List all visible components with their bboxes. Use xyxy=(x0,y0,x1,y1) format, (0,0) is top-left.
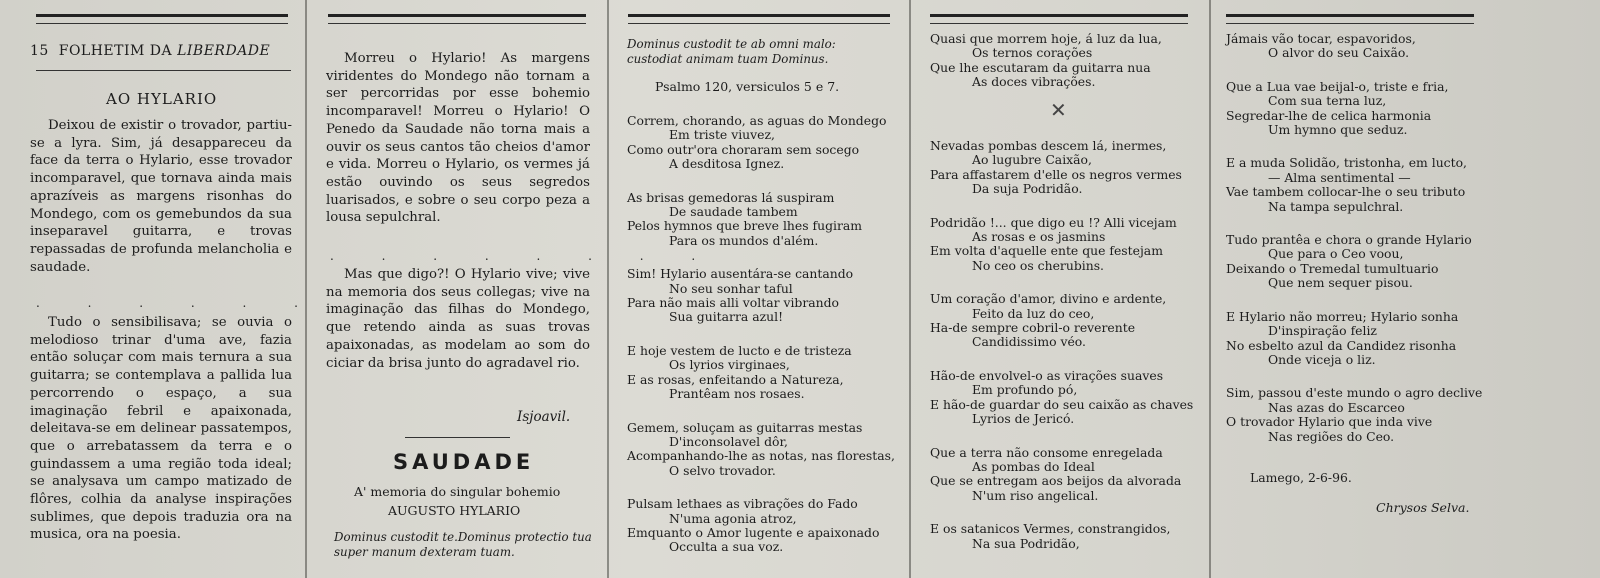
verse-line: Nas azas do Escarceo xyxy=(1268,399,1405,415)
verse-line: De saudade tambem xyxy=(669,204,798,220)
poem-dedicatee: AUGUSTO HYLARIO xyxy=(388,503,521,518)
paragraph: Deixou de existir o trovador, partiu-se a lyra. Sim, já desappareceu da face da terra o Hylario, esse trovador incomparavel, que tornava ainda mais aprazíveis as margens risonhas do Mondego, com os gemebundos da sua inseparavel guitarra, e trovas repassadas de profunda melancholia e saudade. xyxy=(30,118,292,275)
cross-ornament-icon: ✕ xyxy=(1050,98,1067,122)
author-signature: Isjoavil. xyxy=(517,409,571,425)
stanza xyxy=(1226,233,1486,291)
psalm-reference: Psalmo 120, versiculos 5 e 7. xyxy=(655,79,840,94)
top-rule xyxy=(930,14,1188,24)
epigraph-line: custodiat animam tuam Dominus. xyxy=(627,52,829,66)
verse-line: Que a Lua vae beijal-o, triste e fria, xyxy=(1226,78,1449,94)
paragraph: Morreu o Hylario! As margens viridentes do Mondego não tornam a ser percorridas por esse bohemio incomparavel! Morreu o Hylario! O Penedo da Saudade não torna mais a ouvir os seus cantos tão cheios d'amor e vida. Morreu o Hylario, os vermes já estão ouvindo os seus segredos luarisados, e sobre o seu corpo peza a lousa sepulchral. xyxy=(326,51,590,226)
verse-line: O alvor do seu Caixão. xyxy=(1268,45,1410,61)
verse-line: Para affastarem d'elle os negros vermes xyxy=(930,166,1182,182)
paragraph: Tudo o sensibilisava; se ouvia o melodioso trinar d'uma ave, fazia então soluçar com mais ternura a sua guitarra; se contemplava a pallida lua percorrendo o espaço, a sua imaginação febril e apaixonada, deleitava-se em delinear passatempos, que o arrebatassem da terra e o guindassem a uma região toda ideal; se analysava um campo matizado de flôres, colhia da analyse inspirações sublimes, que depois traduzia ora na musica, ora na poesia. xyxy=(30,315,292,543)
paragraph: Mas que digo?! O Hylario vive; vive na memoria dos seus collegas; vive na imaginação das filhas do Mondego, que retendo ainda as suas trovas apaixonadas, as modelam ao som do ciciar da brisa junto do agradavel rio. xyxy=(326,267,590,371)
verse-line: Emquanto o Amor lugente e apaixonado xyxy=(627,524,880,540)
verse-line: As rosas e os jasmins xyxy=(972,229,1106,245)
verse-line: Com sua terna luz, xyxy=(1268,93,1387,109)
column-divider xyxy=(1209,0,1211,578)
stanza xyxy=(1226,80,1486,138)
verse-line: N'uma agonia atroz, xyxy=(669,510,797,526)
stanza xyxy=(930,32,1200,90)
verse-line: Onde viceja o liz. xyxy=(1268,351,1376,367)
stanza xyxy=(1226,32,1486,61)
verse-line: Um hymno que seduz. xyxy=(1268,122,1408,138)
column-divider xyxy=(909,0,911,578)
verse-line: — Alma sentimental — xyxy=(1268,169,1411,185)
verse-line: E hoje vestem de lucto e de tristeza xyxy=(627,342,852,358)
header-underline xyxy=(36,70,291,71)
verse-line: Na sua Podridão, xyxy=(972,535,1080,551)
stanza xyxy=(930,139,1200,197)
verse-line: As doces vibrações. xyxy=(972,74,1096,90)
verse-line: No ceo os cherubins. xyxy=(972,257,1104,273)
verse-line: Sim! Hylario ausentára-se cantando xyxy=(627,266,854,282)
verse-line: Como outr'ora choraram sem socego xyxy=(627,141,860,157)
stanza xyxy=(930,216,1200,274)
epigraph-line: Dominus custodit te.Dominus protectio tua xyxy=(334,530,592,544)
verse-line: Pelos hymnos que breve lhes fugiram xyxy=(627,218,863,234)
poem-title: SAUDADE xyxy=(393,450,535,474)
poem-epigraph xyxy=(334,530,592,560)
verse-line: Sim, passou d'este mundo o agro declive xyxy=(1226,385,1483,401)
verse-line: E os satanicos Vermes, constrangidos, xyxy=(930,521,1171,537)
verse-line: Podridão !... que digo eu !? Alli vicejam xyxy=(930,214,1177,230)
epigraph-line: Dominus custodit te ab omni malo: xyxy=(627,37,836,51)
short-rule xyxy=(405,437,510,438)
verse-line: Os lyrios virginaes, xyxy=(669,357,790,373)
verse-line: Deixando o Tremedal tumultuario xyxy=(1226,260,1439,276)
stanza xyxy=(627,267,899,325)
verse-line: Que lhe escutaram da guitarra nua xyxy=(930,59,1151,75)
verse-line: Segredar-lhe de celica harmonia xyxy=(1226,107,1432,123)
header-number: 15 xyxy=(30,43,49,59)
top-rule xyxy=(36,14,288,24)
verse-line: Ha-de sempre cobril-o reverente xyxy=(930,320,1136,336)
header-paper-name: LIBERDADE xyxy=(177,43,271,59)
verse-line: Sua guitarra azul! xyxy=(669,309,784,325)
stanza xyxy=(627,497,899,555)
verse-line: Nas regiões do Ceo. xyxy=(1268,428,1395,444)
header-text: FOLHETIM DA xyxy=(58,43,173,59)
separator-dots: . . . . . . . . xyxy=(36,296,424,310)
stanza xyxy=(930,522,1200,551)
stanza xyxy=(627,191,899,249)
column-divider xyxy=(607,0,609,578)
verse-line: N'um riso angelical. xyxy=(972,487,1099,503)
stanza xyxy=(1226,156,1486,214)
stanza xyxy=(1226,386,1486,444)
verse-line: A desditosa Ignez. xyxy=(669,156,785,172)
verse-line: D'inspiração feliz xyxy=(1268,323,1377,339)
verse-line: Na tampa sepulchral. xyxy=(1268,198,1404,214)
stanza xyxy=(1226,310,1486,368)
poem-column3 xyxy=(627,114,899,574)
verse-line: O selvo trovador. xyxy=(669,462,776,478)
verse-line: O trovador Hylario que inda vive xyxy=(1226,414,1433,430)
article-body-col2 xyxy=(326,50,590,227)
article-body-continued xyxy=(30,314,292,544)
verse-line: Os ternos corações xyxy=(972,45,1093,61)
verse-line: Nevadas pombas descem lá, inermes, xyxy=(930,138,1167,153)
verse-line: Vae tambem collocar-lhe o seu tributo xyxy=(1226,184,1466,200)
verse-line: Acompanhando-lhe as notas, nas florestas, xyxy=(627,448,895,464)
verse-line: Da suja Podridão. xyxy=(972,181,1083,197)
verse-line: Em profundo pó, xyxy=(972,382,1078,398)
poem-dedication: A' memoria do singular bohemio xyxy=(354,484,561,499)
verse-line: E Hylario não morreu; Hylario sonha xyxy=(1226,308,1459,324)
verse-line: Em volta d'aquelle ente que festejam xyxy=(930,243,1163,259)
stanza xyxy=(627,421,899,479)
stanza xyxy=(930,446,1200,504)
column-divider xyxy=(305,0,307,578)
verse-line: Jámais vão tocar, espavoridos, xyxy=(1226,31,1416,46)
top-rule xyxy=(328,14,586,24)
verse-line: Um coração d'amor, divino e ardente, xyxy=(930,291,1167,307)
verse-line: Hão-de envolvel-o as virações suaves xyxy=(930,367,1164,383)
verse-line: No seu sonhar taful xyxy=(669,280,793,296)
stanza xyxy=(627,344,899,402)
verse-line: Quasi que morrem hoje, á luz da lua, xyxy=(930,31,1162,46)
verse-line: Prantêam nos rosaes. xyxy=(669,386,805,402)
verse-line: As brisas gemedoras lá suspiram xyxy=(627,189,835,205)
top-rule xyxy=(628,14,890,24)
stanza xyxy=(627,114,899,172)
article-title: AO HYLARIO xyxy=(106,90,218,108)
verse-line: Que nem sequer pisou. xyxy=(1268,275,1413,291)
psalm-epigraph xyxy=(627,37,836,67)
verse-line: Feito da luz do ceo, xyxy=(972,305,1095,321)
verse-line: Occulta a sua voz. xyxy=(669,539,784,555)
top-rule xyxy=(1226,14,1474,24)
article-body xyxy=(30,117,292,276)
separator-dots: . . . . . . . . xyxy=(330,249,718,263)
verse-line: Que para o Ceo voou, xyxy=(1268,246,1404,262)
verse-line: Que se entregam aos beijos da alvorada xyxy=(930,473,1182,489)
verse-line: D'inconsolavel dôr, xyxy=(669,433,788,449)
article-body-col2-continued xyxy=(326,266,590,372)
stanza xyxy=(930,369,1200,427)
epigraph-line: super manum dexteram tuam. xyxy=(334,545,515,559)
poem-signature: Chrysos Selva. xyxy=(1376,500,1470,515)
verse-line: Para os mundos d'além. xyxy=(669,232,819,248)
verse-line: Lyrios de Jericó. xyxy=(972,411,1075,427)
verse-line: Gemem, soluçam as guitarras mestas xyxy=(627,419,863,435)
poem-column5 xyxy=(1226,32,1486,463)
verse-line: Candidissimo véo. xyxy=(972,334,1086,350)
verse-line: Que a terra não consome enregelada xyxy=(930,444,1163,460)
verse-line: Correm, chorando, as aguas do Mondego xyxy=(627,113,887,128)
verse-line: E hão-de guardar do seu caixão as chaves xyxy=(930,396,1194,412)
verse-line: Tudo prantêa e chora o grande Hylario xyxy=(1226,232,1472,248)
verse-line: No esbelto azul da Candidez risonha xyxy=(1226,337,1457,353)
poem-column4 xyxy=(930,139,1200,570)
verse-line: E a muda Solidão, tristonha, em lucto, xyxy=(1226,155,1467,171)
verse-line: Em triste viuvez, xyxy=(669,127,775,143)
verse-line: As pombas do Ideal xyxy=(972,458,1095,474)
place-date: Lamego, 2-6-96. xyxy=(1250,470,1352,485)
stanza xyxy=(930,292,1200,350)
verse-line: Ao lugubre Caixão, xyxy=(972,152,1092,168)
verse-line: Para não mais alli voltar vibrando xyxy=(627,295,840,311)
verse-line: E as rosas, enfeitando a Natureza, xyxy=(627,371,844,387)
folhetim-header xyxy=(30,43,270,59)
verse-line: Pulsam lethaes as vibrações do Fado xyxy=(627,496,858,512)
